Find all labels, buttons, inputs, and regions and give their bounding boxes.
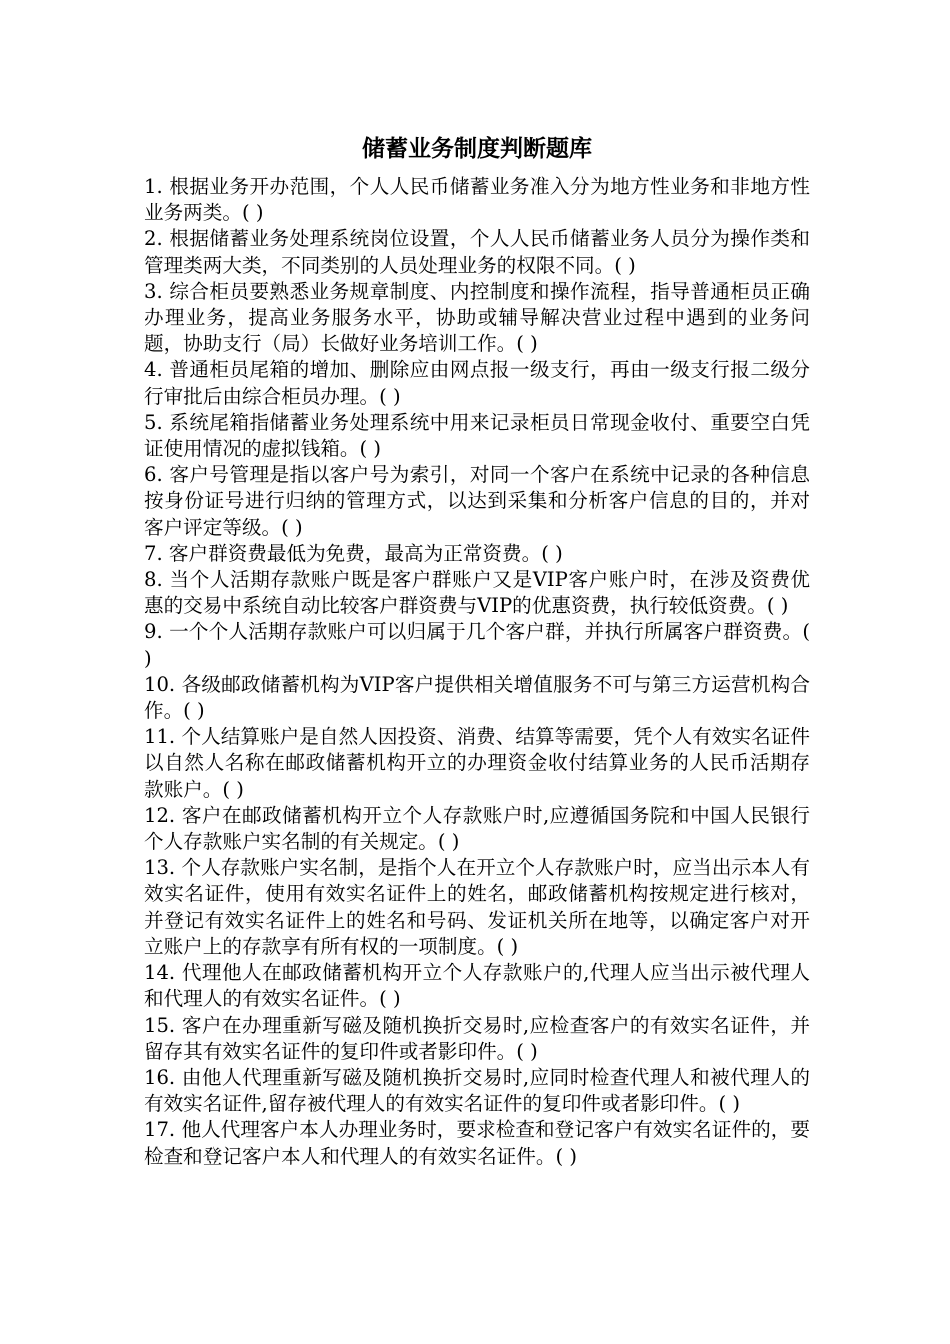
document-page xyxy=(144,132,810,1170)
document-title: 储蓄业务制度判断题库 xyxy=(362,136,592,162)
question-6: 6. 客户号管理是指以客户号为索引，对同一个客户在系统中记录的各种信息按身份证号进行归纳的管理方式，以达到采集和分析客户信息的目的，并对客户评定等级。( ) xyxy=(144,463,810,539)
question-2: 2. 根据储蓄业务处理系统岗位设置，个人人民币储蓄业务人员分为操作类和管理类两大类，不同类别的人员处理业务的权限不同。( ) xyxy=(144,227,810,277)
question-9: 9. 一个个人活期存款账户可以归属于几个客户群，并执行所属客户群资费。( ) xyxy=(144,620,810,670)
question-15: 15. 客户在办理重新写磁及随机换折交易时,应检查客户的有效实名证件，并留存其有效实名证件的复印件或者影印件。( ) xyxy=(144,1013,810,1063)
question-3: 3. 综合柜员要熟悉业务规章制度、内控制度和操作流程，指导普通柜员正确办理业务，提高业务服务水平，协助或辅导解决营业过程中遇到的业务问题，协助支行（局）长做好业务培训工作。( ) xyxy=(144,279,810,356)
question-5: 5. 系统尾箱指储蓄业务处理系统中用来记录柜员日常现金收付、重要空白凭证使用情况的虚拟钱箱。( ) xyxy=(144,410,810,461)
question-8: 8. 当个人活期存款账户既是客户群账户又是VIP客户账户时，在涉及资费优惠的交易中系统自动比较客户群资费与VIP的优惠资费，执行较低资费。( ) xyxy=(144,568,810,618)
question-16: 16. 由他人代理重新写磁及随机换折交易时,应同时检查代理人和被代理人的有效实名证件,留存被代理人的有效实名证件的复印件或者影印件。( ) xyxy=(144,1065,810,1116)
question-14: 14. 代理他人在邮政储蓄机构开立个人存款账户的,代理人应当出示被代理人和代理人的有效实名证件。( ) xyxy=(144,961,810,1011)
question-12: 12. 客户在邮政储蓄机构开立个人存款账户时,应遵循国务院和中国人民银行个人存款账户实名制的有关规定。( ) xyxy=(144,803,810,854)
question-17: 17. 他人代理客户本人办理业务时，要求检查和登记客户有效实名证件的，要检查和登记客户本人和代理人的有效实名证件。( ) xyxy=(144,1118,810,1168)
question-10: 10. 各级邮政储蓄机构为VIP客户提供相关增值服务不可与第三方运营机构合作。( ) xyxy=(144,672,810,723)
question-13: 13. 个人存款账户实名制，是指个人在开立个人存款账户时，应当出示本人有效实名证件，使用有效实名证件上的姓名，邮政储蓄机构按规定进行核对，并登记有效实名证件上的姓名和号码、发证机关所在地等，以确定客户对开立账户上的存款享有所有权的一项制度。( ) xyxy=(144,856,810,958)
question-11: 11. 个人结算账户是自然人因投资、消费、结算等需要，凭个人有效实名证件以自然人名称在邮政储蓄机构开立的办理资金收付结算业务的人民币活期存款账户。( ) xyxy=(144,725,810,801)
question-1: 1. 根据业务开办范围，个人人民币储蓄业务准入分为地方性业务和非地方性业务两类。( ) xyxy=(144,175,810,225)
question-4: 4. 普通柜员尾箱的增加、删除应由网点报一级支行，再由一级支行报二级分行审批后由综合柜员办理。( ) xyxy=(144,358,810,408)
question-7: 7. 客户群资费最低为免费，最高为正常资费。( ) xyxy=(144,541,563,565)
